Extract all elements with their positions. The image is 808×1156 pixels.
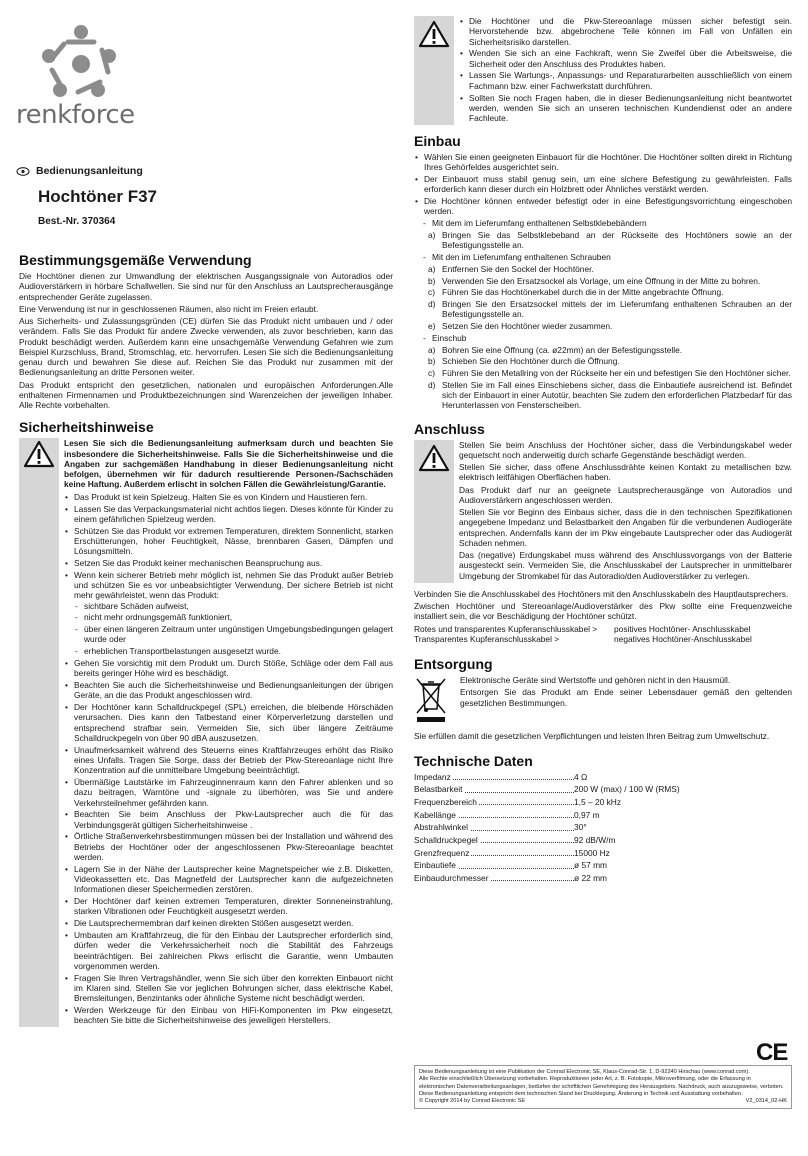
entsorgung-p2: Entsorgen Sie das Produkt am Ende seiner Lebensdauer gemäß den geltenden gesetzlichen Bestimmungen.	[460, 687, 792, 708]
list-item: • Übermäßige Lautstärke im Fahrzeuginnenraum kann den Fahrer ablenken und so dazu beitragen, Warntöne und -signale zu überhören, was Sie und andere Verkehrsteilnehmer gefährden kann.	[64, 777, 393, 808]
list-item: • Schützen Sie das Produkt vor extremen Temperaturen, direktem Sonnenlicht, starken Erschütterungen, hoher Feuchtigkeit, Nässe, brennbaren Gasen, Dämpfen und Lösungsmitteln.	[64, 526, 393, 557]
safety-warning-box-2	[414, 16, 792, 125]
intended-use-heading: Bestimmungsgemäße Verwendung	[19, 252, 252, 268]
list-item: • Der Hochtöner kann Schalldruckpegel (SPL) erreichen, die bleibende Hörschäden verursachen. Dies kann den Tatbestand einer Körperverletzung darstellen und entsprechend strafbar sein. Vermeiden Sie, sich über längere Zeiträume Schalldruckpegeln von über 90 dBA auszusetzen.	[64, 702, 393, 743]
list-item: • Unaufmerksamkeit während des Steuerns eines Kraftfahrzeuges erhöht das Risiko eines Unfalls. Tragen Sie Sorge, dass der Betrieb der Pkw-Stereoanlage nicht Ihre Konzentration auf die unmittelbare Umgebung beeinträchtigt.	[64, 745, 393, 776]
entsorgung-p3: Sie erfüllen damit die gesetzlichen Verpflichtungen und leisten Ihren Beitrag zum Umweltschutz.	[414, 731, 770, 742]
list-item: • Lagern Sie in der Nähe der Lautsprecher keine Magnetspeicher wie z.B. Disketten, Videokassetten etc. Das Magnetfeld der Lautsprecher kann die aufgezeichneten Informationen dieser Speichermedien zerstören.	[64, 864, 393, 895]
brand-logo	[16, 22, 146, 132]
step-item: e) Setzen Sie den Hochtöner wieder zusammen.	[428, 321, 613, 331]
dash-item: - erheblichen Transportbelastungen ausgesetzt wurde.	[74, 646, 393, 656]
list-item: • Umbauten am Kraftfahrzeug, die für den Einbau der Lautsprecher erforderlich sind, dürfen weder die Verkehrssicherheit noch die Stabilität des Fahrzeugs beeinträchtigen. Bei zahlreichen Pkws erlischt die Garantie, wenn Umbauten vorgenommen werden.	[64, 930, 393, 971]
table-row: Belastbarkeit 200 W (max) / 100 W (RMS)	[414, 784, 680, 795]
list-item: • Setzen Sie das Produkt keiner mechanischen Beanspruchung aus.	[64, 558, 393, 568]
dash-item: - nicht mehr ordnungsgemäß funktioniert,	[74, 612, 393, 622]
einbau-group-2-title: - Mit den im Lieferumfang enthaltenen Schrauben	[422, 252, 792, 262]
doc-type: Bedienungsanleitung	[36, 165, 143, 177]
safety-warning-bar-2	[414, 16, 454, 125]
safety-list-a	[64, 492, 393, 1026]
list-item: • Gehen Sie vorsichtig mit dem Produkt um. Durch Stöße, Schläge oder dem Fall aus bereits geringer Höhe wird es beschädigt.	[64, 658, 393, 679]
dash-item: - über einen längeren Zeitraum unter ungünstigen Umgebungsbedingungen gelagert wurde oder	[74, 624, 393, 645]
list-item: • Lassen Sie das Verpackungsmaterial nicht achtlos liegen. Dieses könnte für Kinder zu einem gefährlichen Spielzeug werden.	[64, 504, 393, 525]
tech-heading: Technische Daten	[414, 752, 533, 769]
dash-item: - sichtbare Schäden aufweist,	[74, 601, 393, 611]
list-item: • Wenden Sie sich an eine Fachkraft, wenn Sie Zweifel über die Arbeitsweise, die Sicherheit oder den Anschluss des Produktes haben.	[459, 48, 792, 69]
anschluss-warning-box	[414, 440, 792, 583]
einbau-list	[414, 152, 792, 217]
page-title: Hochtöner F37	[38, 186, 158, 206]
table-row: Frequenzbereich 1,5 – 20 kHz	[414, 797, 622, 808]
eye-icon	[16, 167, 30, 176]
entsorgung-block	[414, 675, 792, 725]
list-item: • Die Lautsprechermembran darf keinen direkten Stößen ausgesetzt werden.	[64, 918, 393, 928]
warning-triangle-icon	[418, 444, 450, 472]
safety-heading: Sicherheitshinweise	[19, 419, 154, 436]
einbau-group-3-title: - Einschub	[422, 333, 792, 343]
anschluss-p1: Verbinden Sie die Anschlusskabel des Hochtöners mit den Anschlusskabeln des Hauptlautsprechers.	[414, 588, 789, 599]
entsorgung-p1: Elektronische Geräte sind Wertstoffe und gehören nicht in den Hausmüll.	[460, 675, 731, 686]
cable-row: Rotes und transparentes Kupferanschlusskabel > positives Hochtöner- Anschlusskabel	[414, 623, 751, 634]
list-item: • Wählen Sie einen geeigneten Einbauort für die Hochtöner. Die Hochtöner sollten direkt in Richtung Ihres Gehörfeldes ausgerichtet sein.	[414, 152, 792, 173]
table-row: Kabellänge 0,97 m	[414, 809, 600, 820]
intended-use-p3: Aus Sicherheits- und Zulassungsgründen (CE) dürfen Sie das Produkt nicht umbauen und / oder verändern. Falls Sie das Produkt für andere Zwecke verwenden, als zuvor beschrieben, kann das Produkt beschädigt werden. Außerdem kann eine unsachgemäße Verwendung Gefahren wie zum Beispiel Kurzschluss, Brand, Stromschlag, etc. hervorrufen. Lesen Sie sich die Bedienungsanleitung genau durch und bewahren Sie diese auf. Reichen Sie das Produkt nur zusammen mit der Bedienungsanleitung an dritte Personen weiter.	[19, 316, 393, 378]
list-item: • Der Einbauort muss stabil genug sein, um eine sichere Befestigung zu gewährleisten. Falls erforderlich kann dieser durch ein Holzbrett oder Ähnliches verstärkt werden.	[414, 174, 792, 195]
renkforce-logo-icon	[16, 22, 146, 100]
order-number: Best.-Nr. 370364	[38, 215, 116, 227]
left-column	[19, 252, 393, 1027]
list-item: • Das Produkt ist kein Spielzeug. Halten Sie es von Kindern und Haustieren fern.	[64, 492, 393, 502]
table-row: Einbaudurchmesser ø 22 mm	[414, 872, 608, 883]
table-row: Schalldruckpegel 92 dB/W/m	[414, 834, 616, 845]
crossed-bin-icon	[414, 675, 448, 723]
einbau-heading: Einbau	[414, 132, 461, 149]
cable-row: Transparentes Kupferanschlusskabel > negatives Hochtöner-Anschlusskabel	[414, 633, 752, 644]
intended-use-p4: Das Produkt entspricht den gesetzlichen, nationalen und europäischen Anforderungen.Alle enthaltenen Firmennamen und Produktbezeichnungen sind Warenzeichen der jeweiligen Inhaber. Alle Rechte vorbehalten.	[19, 379, 393, 411]
step-item: b) Schieben Sie den Hochtöner durch die Öffnung.	[428, 356, 620, 367]
anschluss-warning-bar	[414, 440, 454, 583]
brand-wordmark: renkforce	[16, 100, 135, 130]
warning-triangle-icon	[418, 20, 450, 48]
einbau-group-1-title: - Mit dem im Lieferumfang enthaltenen Selbstklebebändern	[422, 218, 792, 228]
safety-warning-box	[19, 438, 393, 1027]
ce-mark: CE	[756, 1039, 788, 1066]
safety-warning-bar	[19, 438, 59, 1027]
intended-use-p2: Eine Verwendung ist nur in geschlossenen Räumen, also nicht im Freien erlaubt.	[19, 303, 319, 314]
step-item: d) Bringen Sie den Ersatzsockel mittels der im Lieferumfang enthaltenen Schrauben an der Befestigungsstelle an.	[428, 299, 792, 320]
anschluss-box-p4: Stellen Sie vor Beginn des Einbaus sicher, dass die in den technischen Spezifikationen angegebene Impedanz und Belastbarkeit den Angaben für die verbundenen Audiogeräte entsprechen. Andernfalls kann der im Pkw eingebaute Lautsprecher oder das Audiogerät Schaden nehmen.	[459, 507, 792, 548]
intended-use-p1: Die Hochtöner dienen zur Umwandlung der elektrischen Ausgangssignale von Autoradios oder Audioverstärkern in hörbare Schallwellen. Sie sind nur für den Anschluss an Lautsprecherausgänge entsprechender Geräte zugelassen.	[19, 271, 393, 302]
list-item: • Beachten Sie beim Anschluss der Pkw-Lautsprecher auch die für das Verbindungsgerät gültigen Sicherheitshinweise .	[64, 809, 393, 830]
list-item: • Die Hochtöner und die Pkw-Stereoanlage müssen sicher befestigt sein. Hervorstehende bzw. abgebrochene Teile können im Fall von Unfällen ein Sicherheitsrisiko darstellen.	[459, 16, 792, 47]
list-item: • Beachten Sie auch die Sicherheitshinweise und Bedienungsanleitungen der übrigen Geräte, an die das Produkt angeschlossen wird.	[64, 680, 393, 701]
safety-intro: Lesen Sie sich die Bedienungsanleitung aufmerksam durch und beachten Sie insbesondere die Sicherheitshinweise. Falls Sie die Sicherheitshinweise und die Angaben zur sachgemäßen Handhabung in dieser Bedienungsanleitung nicht befolgen, übernehmen wir für dadurch resultierende Personen-/Sachschäden keine Haftung. Außerdem erlischt in solchen Fällen die Gewährleistung/Garantie.	[64, 438, 393, 490]
step-item: c) Führen Sie den Metallring von der Rückseite her ein und befestigen Sie den Hochtöner sicher.	[428, 368, 791, 378]
weee-symbol	[414, 675, 454, 725]
list-item: • Fragen Sie Ihren Vertragshändler, wenn Sie sich über den korrekten Einbauort nicht im Klaren sind. Stellen Sie vor jeglichen Bohrungen sicher, dass elektrische Kabel, Bremsleitungen, Benzintanks oder ähnliche Systeme nicht beschädigt werden.	[64, 973, 393, 1004]
list-item	[64, 570, 393, 657]
anschluss-box-p3: Das Produkt darf nur an geeignete Lautsprecherausgänge von Autoradios und Audioverstärkern angeschlossen werden.	[459, 484, 792, 505]
warning-triangle-icon	[23, 440, 55, 468]
list-item: • Lassen Sie Wartungs-, Anpassungs- und Reparaturarbeiten ausschließlich von einem Fachmann bzw. einer Fachwerkstatt durchführen.	[459, 70, 792, 91]
step-item: b) Verwenden Sie den Ersatzsockel als Vorlage, um eine Öffnung in der Mitte zu bohren.	[428, 275, 761, 286]
footer	[414, 1065, 792, 1109]
footer-line-2: Alle Rechte einschließlich Übersetzung vorbehalten. Reproduktionen jeder Art, z. B. Fotokopie, Mikroverfilmung, oder die Erfassung in elektronischen Datenverarbeitungsanlagen, bedürfen der schriftlichen Genehmigung des Herausgebers. Nachdruck, auch auszugsweise, verboten.	[419, 1076, 784, 1090]
list-item: • Der Hochtöner darf keinen extremen Temperaturen, direkter Sonneneinstrahlung, starken Vibrationen oder Feuchtigkeit ausgesetzt werden.	[64, 896, 393, 917]
footer-copyright: © Copyright 2014 by Conrad Electronic SE	[419, 1098, 526, 1105]
list-item: • Sollten Sie noch Fragen haben, die in dieser Bedienungsanleitung nicht beantwortet werden, wenden Sie sich an unseren technischen Kundendienst oder an andere Fachleute.	[459, 93, 792, 124]
table-row: Grenzfrequenz 15000 Hz	[414, 847, 610, 858]
table-row: Abstrahlwinkel 30°	[414, 822, 587, 833]
table-row: Impedanz 4 Ω	[414, 771, 588, 782]
einbau-groups	[414, 218, 792, 410]
list-item: • Die Hochtöner können entweder befestigt oder in eine Befestigungsvorrichtung eingeschoben werden.	[414, 196, 792, 217]
list-item: • Örtliche Straßenverkehrsbestimmungen müssen bei der Installation und während des Betriebs der Hochtöner oder der angeschlossenen Pkw-Stereoanlage beachtet werden.	[64, 831, 393, 862]
step-item: a) Bringen Sie das Selbstklebeband an der Rückseite des Hochtöners sowie an der Befestigungsstelle an.	[428, 230, 792, 251]
anschluss-heading: Anschluss	[414, 420, 485, 437]
table-row: Einbautiefe ø 57 mm	[414, 860, 608, 871]
right-column	[414, 16, 792, 886]
step-item: a) Bohren Sie eine Öffnung (ca. ø22mm) an der Befestigungsstelle.	[428, 344, 683, 355]
step-item: d) Stellen Sie im Fall eines Einschiebens sicher, dass die Einbautiefe ausreichend ist. Befindet sich der Einbauort in einer Autotür, beachten Sie zudem den erforderlichen Platzbedarf für das Herunterlassen von Fensterscheiben.	[428, 379, 792, 411]
anschluss-box-p2: Stellen Sie sicher, dass offene Anschlussdrähte keinen Kontakt zu metallischen bzw. elektrisch leitfähigen Oberflächen haben.	[459, 462, 792, 483]
footer-line-1: Diese Bedienungsanleitung ist eine Publikation der Conrad Electronic SE, Klaus-Conrad-Str. 1, D-92240 Hirschau (www.conrad.com).	[419, 1069, 750, 1075]
list-item: • Werden Werkzeuge für den Einbau von HiFi-Komponenten im Pkw eingesetzt, beachten Sie bitte die Sicherheitshinweise des jeweiligen Herstellers.	[64, 1005, 393, 1026]
anschluss-p2: Zwischen Hochtöner und Stereoanlage/Audioverstärker des Pkw sollte eine Frequenzweiche installiert sein, die vor Beschädigung der Hochtöner schützt.	[414, 601, 792, 622]
step-item: a) Entfernen Sie den Sockel der Hochtöner.	[428, 263, 594, 274]
anschluss-box-p5: Das (negative) Erdungskabel muss während des Anschlussvorgangs von der Batterie ausgesteckt sein. Vermeiden Sie, die Anschlusskabel der Lautsprecher in unmittelbarer Umgebung der Stromkabel für das Autoradio/den Audioverstärker zu verlegen.	[459, 550, 792, 581]
tech-table	[414, 772, 792, 883]
footer-line-3: Diese Bedienungsanleitung entspricht dem technischen Stand bei Drucklegung. Änderung in Technik und Ausstattung vorbehalten.	[419, 1090, 743, 1097]
doc-header	[16, 165, 396, 228]
list-item-text: Wenn kein sicherer Betrieb mehr möglich ist, nehmen Sie das Produkt außer Betrieb und schützen Sie es vor unbeabsichtigter Verwendung. Der sichere Betrieb ist nicht mehr gewährleistet, wenn das Produkt:	[74, 569, 393, 601]
safety-list-c	[454, 16, 792, 125]
entsorgung-heading: Entsorgung	[414, 656, 493, 673]
step-item: c) Führen Sie das Hochtönerkabel durch die in der Mitte angebrachte Öffnung.	[428, 287, 724, 298]
anschluss-box-p1: Stellen Sie beim Anschluss der Hochtöner sicher, dass die Verbindungskabel weder gequetscht noch anderweitig durch scharfe Gegenstände beschädigt werden.	[459, 439, 792, 460]
footer-version: V2_0314_02-HK	[745, 1098, 787, 1105]
